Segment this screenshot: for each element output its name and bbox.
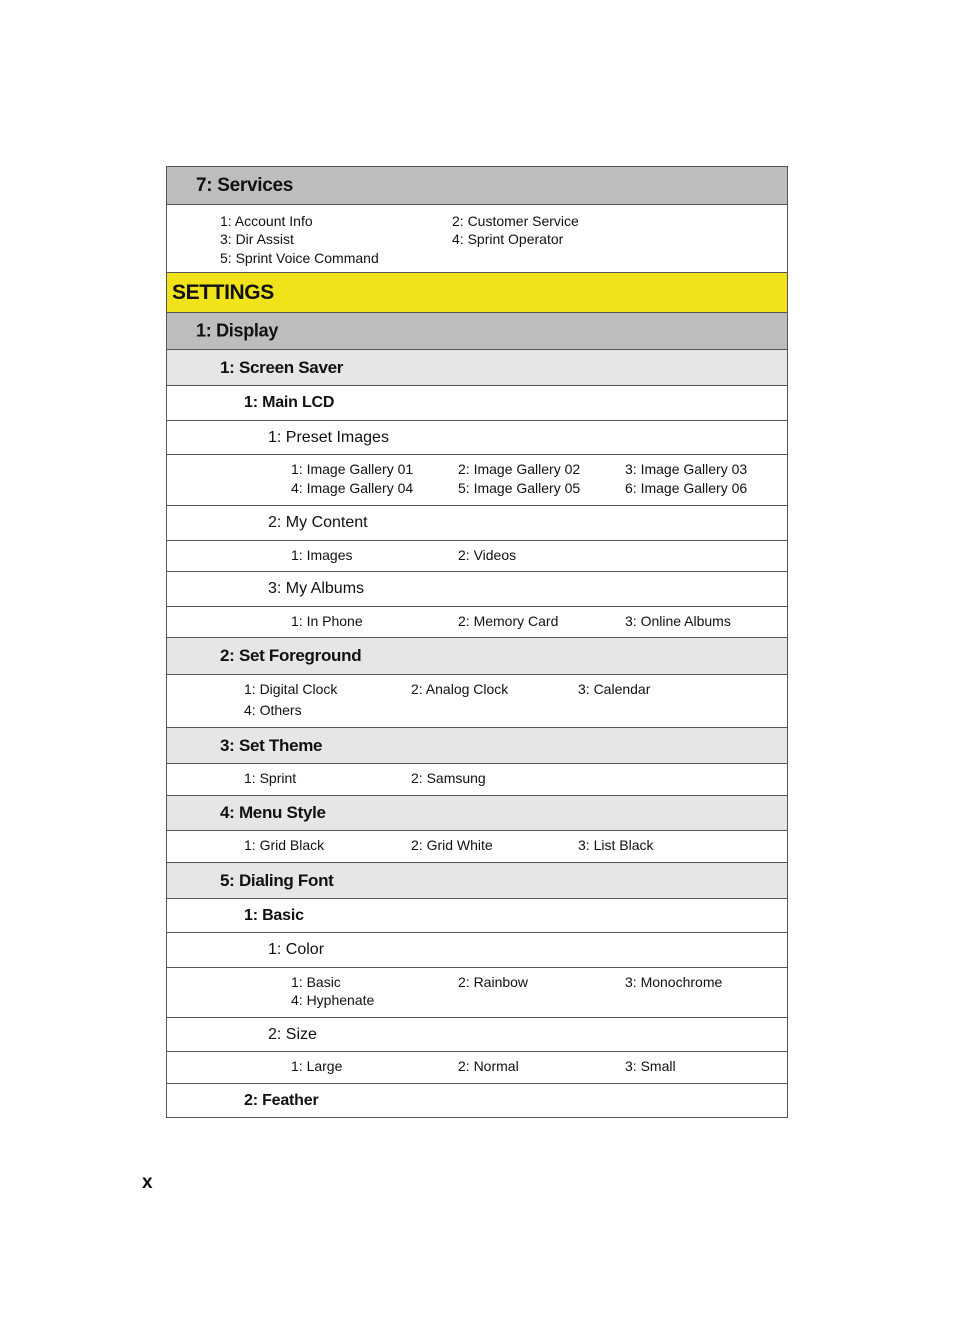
list-item: 1: Basic	[291, 974, 341, 990]
display-title: 1: Display	[196, 320, 279, 341]
list-item: 2: Customer Service	[452, 213, 579, 229]
list-item: 1: Images	[291, 547, 353, 563]
basic-header	[167, 899, 787, 933]
list-item: 1: Large	[291, 1058, 343, 1074]
list-item: 3: Image Gallery 03	[625, 461, 748, 477]
list-item: 4: Others	[244, 702, 302, 718]
my-content-items	[167, 541, 787, 572]
my-albums-header	[167, 572, 787, 607]
list-item: 3: Dir Assist	[220, 231, 294, 247]
preset-images-title: 1: Preset Images	[268, 428, 389, 446]
my-content-title: 2: My Content	[268, 514, 368, 531]
page-number: x	[142, 1172, 153, 1193]
preset-images-header	[167, 421, 787, 455]
feather-header	[167, 1084, 787, 1117]
size-title: 2: Size	[268, 1025, 317, 1043]
list-item: 1: In Phone	[291, 613, 363, 629]
feather-title: 2: Feather	[244, 1091, 319, 1109]
display-header	[167, 313, 787, 350]
preset-images-items	[167, 455, 787, 506]
my-albums-items	[167, 607, 787, 638]
dialing-font-header	[167, 863, 787, 899]
list-item: 2: Memory Card	[458, 613, 559, 629]
list-item: 5: Sprint Voice Command	[220, 250, 379, 266]
settings-title: SETTINGS	[172, 280, 274, 304]
settings-header	[167, 273, 787, 313]
list-item: 4: Sprint Operator	[452, 231, 564, 247]
list-item: 1: Digital Clock	[244, 681, 338, 697]
list-item: 1: Account Info	[220, 213, 313, 229]
main-lcd-title: 1: Main LCD	[244, 394, 335, 411]
screen-saver-header	[167, 350, 787, 386]
list-item: 2: Videos	[458, 547, 517, 563]
menu-style-items	[167, 831, 787, 863]
dialing-font-title: 5: Dialing Font	[220, 870, 334, 890]
list-item: 2: Grid White	[411, 837, 493, 853]
my-albums-title: 3: My Albums	[268, 580, 365, 597]
set-foreground-items	[167, 675, 787, 728]
size-items	[167, 1052, 787, 1084]
list-item: 3: Small	[625, 1058, 676, 1074]
set-foreground-header	[167, 638, 787, 675]
list-item: 2: Rainbow	[458, 974, 529, 990]
screen-saver-title: 1: Screen Saver	[220, 357, 344, 377]
menu-table	[166, 166, 788, 1118]
main-lcd-header	[167, 386, 787, 421]
list-item: 6: Image Gallery 06	[625, 480, 748, 496]
list-item: 1: Grid Black	[244, 837, 325, 853]
list-item: 3: List Black	[578, 837, 654, 853]
list-item: 2: Samsung	[411, 770, 486, 786]
set-theme-header	[167, 728, 787, 764]
set-theme-title: 3: Set Theme	[220, 735, 323, 755]
list-item: 1: Image Gallery 01	[291, 461, 414, 477]
color-items	[167, 968, 787, 1018]
menu-style-header	[167, 796, 787, 831]
list-item: 2: Image Gallery 02	[458, 461, 581, 477]
services-items	[167, 205, 787, 273]
list-item: 3: Online Albums	[625, 613, 731, 629]
menu-style-title: 4: Menu Style	[220, 803, 326, 822]
set-foreground-title: 2: Set Foreground	[220, 646, 362, 665]
list-item: 4: Hyphenate	[291, 992, 375, 1008]
my-content-header	[167, 506, 787, 541]
color-title: 1: Color	[268, 941, 325, 958]
list-item: 3: Calendar	[578, 681, 651, 697]
services-title: 7: Services	[196, 174, 294, 196]
services-header	[167, 167, 787, 205]
set-theme-items	[167, 764, 787, 796]
list-item: 5: Image Gallery 05	[458, 480, 581, 496]
color-header	[167, 933, 787, 968]
size-header	[167, 1018, 787, 1052]
list-item: 1: Sprint	[244, 770, 297, 786]
basic-title: 1: Basic	[244, 906, 304, 924]
list-item: 4: Image Gallery 04	[291, 480, 414, 496]
list-item: 2: Normal	[458, 1058, 519, 1074]
list-item: 3: Monochrome	[625, 974, 723, 990]
list-item: 2: Analog Clock	[411, 681, 509, 697]
